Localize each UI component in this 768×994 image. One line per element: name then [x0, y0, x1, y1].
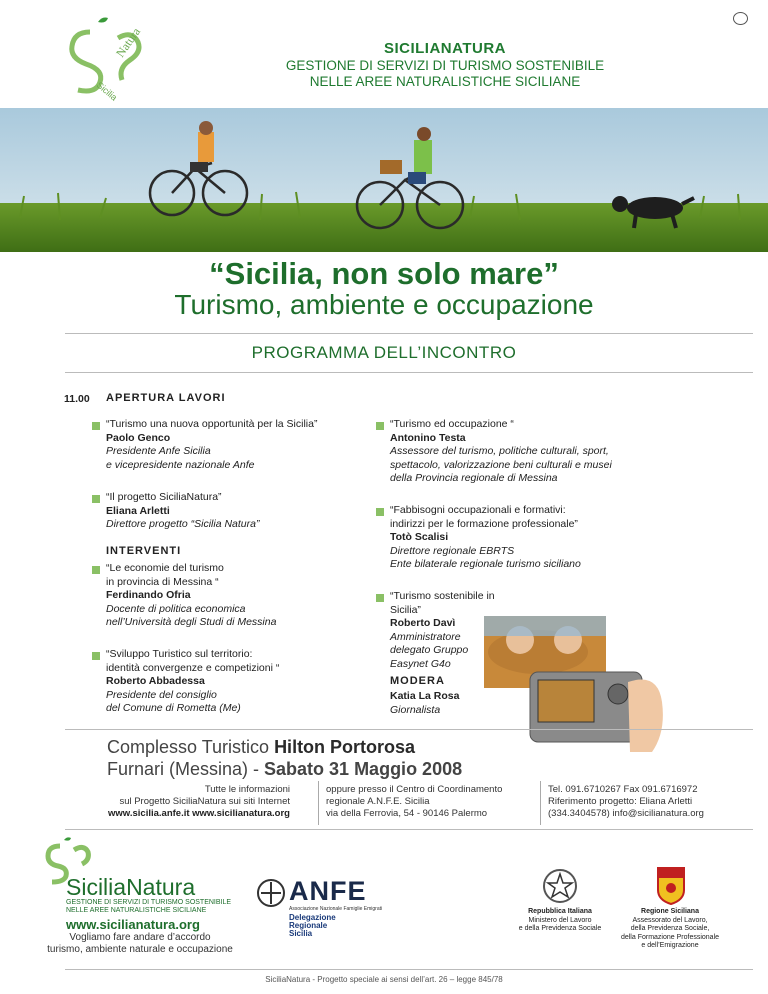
ministero-text [505, 908, 615, 934]
info-links[interactable] [60, 808, 290, 820]
corner-circle-icon [733, 12, 748, 25]
programma-heading: PROGRAMMA DELL’INCONTRO [251, 343, 517, 362]
bullet-icon [92, 495, 100, 503]
svg-text:Sicilia: Sicilia [94, 79, 120, 103]
info-text: sul Progetto SiciliaNatura sui siti Internet [119, 796, 290, 807]
anfe-delegation [289, 914, 336, 938]
bullet-icon [376, 508, 384, 516]
speaker-role: Easynet G4o [390, 657, 451, 670]
bullet-icon [92, 566, 100, 574]
anfe-logo [255, 876, 385, 936]
interventi-heading: INTERVENTI [106, 545, 182, 557]
speaker-role: della Provincia regionale di Messina [390, 472, 558, 484]
svg-text:Natura: Natura [112, 24, 144, 60]
moderator-role: Giornalista [390, 703, 441, 716]
anfe-emblem-icon [255, 878, 287, 908]
footer-url[interactable]: www.sicilianatura.org [66, 917, 200, 932]
speaker-role: Direttore progetto “Sicilia Natura” [106, 518, 260, 530]
speaker-name: Ferdinando Ofria [106, 589, 191, 601]
speaker-role: nell’Università degli Studi di Messina [106, 616, 277, 628]
divider [65, 372, 753, 373]
talk-title: “Le economie del turismo [106, 562, 224, 574]
speaker-name: Roberto Davì [390, 617, 456, 629]
sicilianatura-logo [60, 14, 160, 104]
bullet-icon [92, 652, 100, 660]
speaker-role: Assessore del turismo, politiche culturali, sport, [390, 445, 609, 457]
event-title: “Sicilia, non solo mare” [209, 256, 559, 291]
ministero-line: e della Previdenza Sociale [518, 925, 602, 932]
talk-title: “Fabbisogni occupazionali e formativi: [390, 504, 566, 516]
speaker-name: Paolo Genco [106, 431, 171, 444]
speaker-name: Roberto Abbadessa [106, 675, 205, 687]
regione-shield-icon [656, 866, 686, 906]
column-divider [318, 781, 319, 825]
speaker-name: Totò Scalisi [390, 531, 449, 543]
talk-title-cont: in provincia di Messina “ [106, 575, 219, 588]
regione-line: Assessorato del Lavoro, [632, 916, 708, 924]
talk-item [106, 491, 366, 532]
header-title: SICILIANATURA [383, 40, 507, 57]
venue-town: Furnari (Messina) - [107, 759, 265, 779]
talk-title: “Sviluppo Turistico sul territorio: [106, 648, 253, 660]
speaker-role: Amministratore [390, 630, 461, 643]
talk-title: “Turismo una nuova opportunità per la Sicilia” [106, 418, 318, 430]
info-column-contacts [548, 784, 748, 820]
speaker-role: Ente bilaterale regionale turismo siciliano [390, 558, 581, 570]
talk-item [390, 418, 690, 486]
regione-line: della Formazione Professionale [620, 933, 720, 941]
footer-brand-sub-line: GESTIONE DI SERVIZI DI TURISMO SOSTENIBILE [66, 899, 232, 906]
footer-brand-sub [66, 899, 231, 915]
moderator-name: Katia La Rosa [390, 690, 460, 702]
talk-title: “Turismo sostenibile in Sicilia” [390, 590, 495, 616]
divider [65, 969, 753, 970]
speaker-name: Antonino Testa [390, 431, 466, 444]
talk-item [390, 504, 690, 572]
header-subtitle-line2: NELLE AREE NATURALISTICHE SICILIANE [309, 74, 581, 89]
speaker-role: Presidente del consiglio [106, 688, 217, 701]
info-text: Tutte le informazioni [204, 784, 290, 795]
regione-line: della Previdenza Sociale, [630, 925, 710, 932]
speaker-role: del Comune di Rometta (Me) [106, 702, 241, 714]
info-column-web [60, 784, 290, 820]
header-subtitle [200, 58, 690, 90]
divider [65, 333, 753, 334]
info-text: Tel. 091.6710267 Fax 091.6716972 [548, 784, 698, 795]
info-text: oppure presso il Centro di Coordinamento [326, 784, 503, 795]
speaker-role: Direttore regionale EBRTS [390, 544, 515, 557]
divider [65, 729, 753, 730]
talk-title: “Turismo ed occupazione “ [390, 418, 514, 430]
footnote: SiciliaNatura - Progetto speciale ai sensi dell’art. 26 – legge 845/78 [265, 975, 503, 984]
speaker-role: e vicepresidente nazionale Anfe [106, 458, 255, 471]
talk-title: “Il progetto SiciliaNatura” [106, 491, 222, 503]
modera-heading: MODERA [390, 675, 445, 687]
camera-illustration [478, 612, 678, 752]
ministero-line: Repubblica Italiana [528, 908, 592, 915]
anfe-sub: Associazione Nazionale Famiglie Emigrati [289, 906, 383, 912]
anfe-delegation-line: Delegazione [289, 913, 336, 922]
bullet-icon [376, 594, 384, 602]
talk-title-cont: identità convergenze e competizioni “ [106, 661, 280, 674]
info-column-address [326, 784, 536, 820]
info-text: via della Ferrovia, 54 - 90146 Palermo [326, 808, 488, 819]
header-subtitle-line1: GESTIONE DI SERVIZI DI TURISMO SOSTENIBILE [285, 58, 605, 73]
talk-item [106, 562, 366, 630]
footer-brand: SiciliaNatura [66, 874, 196, 900]
apertura-heading: APERTURA LAVORI [106, 392, 226, 404]
venue-place: Hilton Portorosa [274, 737, 416, 757]
regione-line: Regione Siciliana [641, 908, 699, 915]
anfe-delegation-line: Regionale [289, 921, 328, 930]
speaker-role: Docente di politica economica [106, 602, 246, 615]
italian-emblem-icon [540, 866, 580, 906]
venue-line2 [107, 759, 462, 780]
footer-motto [40, 932, 240, 956]
event-subtitle: Turismo, ambiente e occupazione [174, 289, 594, 320]
motto-line: turismo, ambiente naturale e occupazione [47, 944, 233, 955]
speaker-name: Eliana Arletti [106, 504, 170, 517]
column-divider [540, 781, 541, 825]
venue-place-prefix: Complesso Turistico [107, 737, 275, 757]
anfe-name: ANFE [289, 876, 367, 906]
bullet-icon [92, 422, 100, 430]
bullet-icon [376, 422, 384, 430]
talk-item [106, 418, 366, 472]
speaker-role: Presidente Anfe Sicilia [106, 445, 211, 457]
motto-line: Vogliamo fare andare d’accordo [69, 932, 211, 943]
cyclists-photo [0, 108, 768, 252]
talk-title-cont: indirizzi per le formazione professionale” [390, 517, 578, 530]
venue-date: Sabato 31 Maggio 2008 [264, 759, 463, 779]
venue-line1 [107, 737, 415, 758]
regione-text [615, 908, 725, 951]
contact-email[interactable]: (334.3404578) info@sicilianatura.org [548, 808, 704, 819]
footer-brand-sub-line: NELLE AREE NATURALISTICHE SICILIANE [66, 907, 207, 914]
info-text: Riferimento progetto: Eliana Arletti [548, 796, 693, 807]
regione-line: e dell’Emigrazione [641, 942, 699, 949]
program-time: 11.00 [64, 393, 90, 405]
divider [65, 829, 753, 830]
website-links[interactable]: www.sicilia.anfe.it www.sicilianatura.org [108, 808, 290, 819]
anfe-delegation-line: Sicilia [289, 929, 313, 938]
info-text: regionale A.N.F.E. Sicilia [326, 796, 430, 807]
ministero-line: Ministero del Lavoro [528, 916, 592, 924]
talk-item [106, 648, 366, 716]
speaker-role: spettacolo, valorizzazione beni culturali e musei [390, 458, 612, 471]
speaker-role: delegato Gruppo [390, 644, 469, 656]
